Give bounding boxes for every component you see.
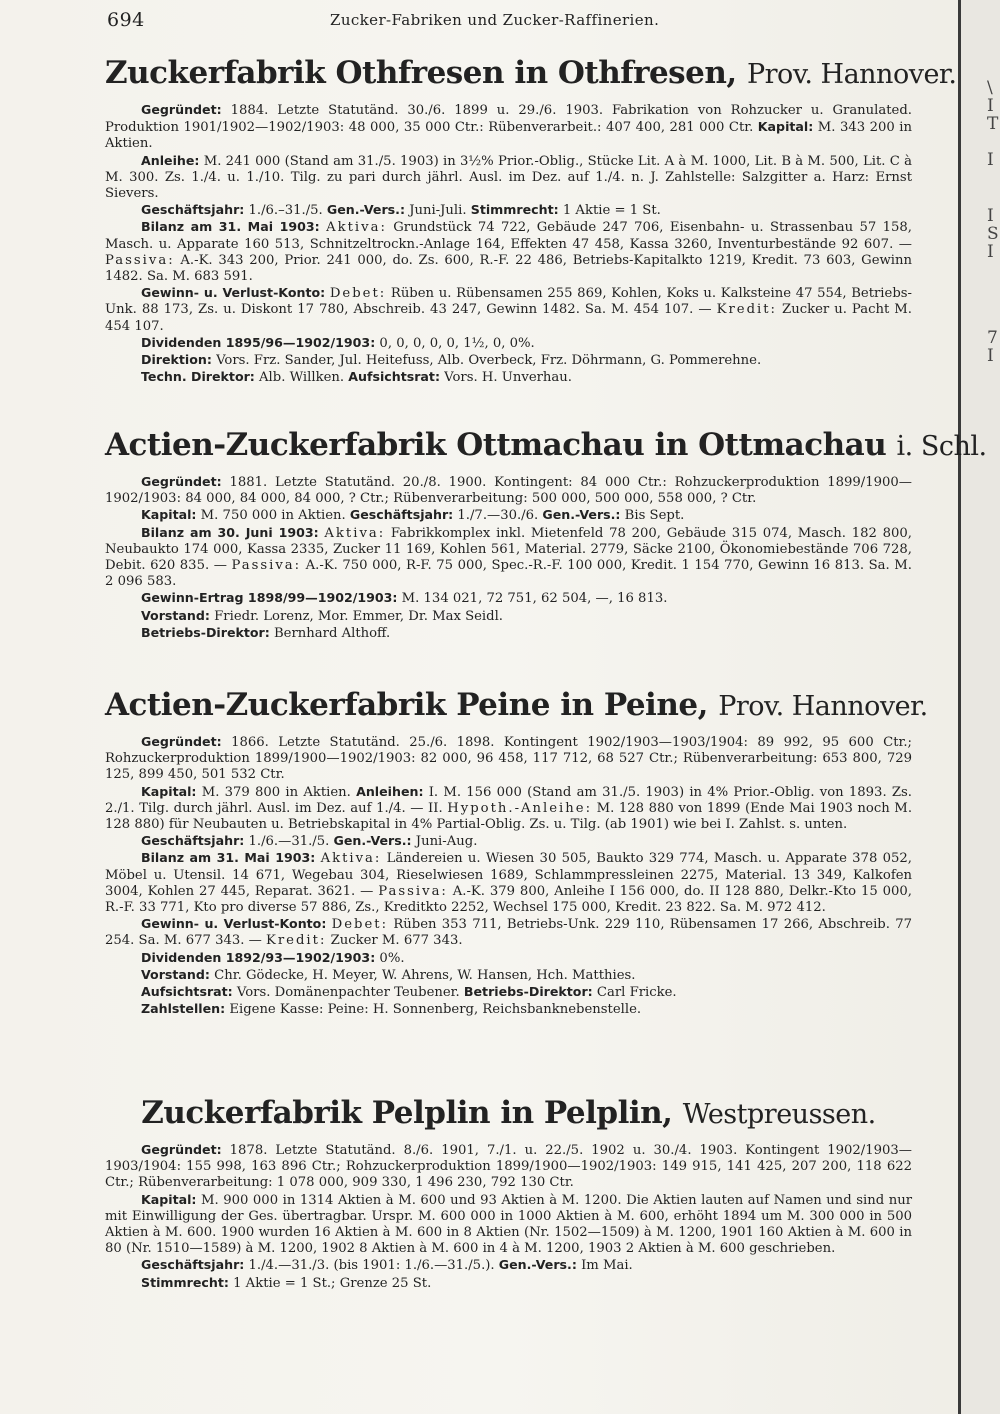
field-label: Gen.-Vers.: — [326, 202, 405, 218]
spaced-label: Debet: — [329, 286, 387, 302]
company-region: Westpreussen. — [682, 1099, 876, 1130]
company-name: Actien-Zuckerfabrik Peine in Peine, — [105, 687, 708, 723]
entry-paragraph — [105, 967, 912, 984]
field-text: M. 900 000 in 1314 Aktien à M. 600 und 93 Aktien à M. 1200. Die Aktien lauten auf Namen und sind nur mit Einwilligung der Ges. übertragbar. Urspr. M. 600 000 in 1000 Aktien à M. 600, erhöht 1894 um M. 300 000 in 500 Aktien à M. 600. 1900 wurden 16 Aktien à M. 600 in 8 Aktien (Nr. 1502—1509) à M. 1200, 1901 160 Aktien à M. 600 in 80 (Nr. 1510—1589) à M. 1200, 1902 8 Aktien à M. 600 in 4 à M. 1200, 1903 2 Aktien à M. 600 geschrieben. — [105, 1192, 912, 1257]
field-text: A.-K. 343 200, Prior. 241 000, do. Zs. 600, R.-F. 22 486, Betriebs-Kapitalkto 1219, Kredit. 73 603, Gewinn 1482. Sa. M. 683 591. — [105, 252, 912, 285]
field-text: 1878. Letzte Statutänd. 8./6. 1901, 7./1. u. 22./5. 1902 u. 30./4. 1903. Kontingent 1902/1903—1903/1904: 155 998, 163 896 Ctr.; Rohzuckerproduktion 1899/1900—1902/1903: 149 915, 141 425, 207 200, 118 622 Ctr.; Rübenverarbeitung: 1 078 000, 909 330, 1 496 230, 792 130 Ctr. — [105, 1143, 912, 1191]
field-label: Zahlstellen: — [141, 1001, 226, 1017]
field-text: Zucker M. 677 343. — [326, 933, 463, 949]
edge-glyph: I — [987, 96, 994, 116]
field-text: Rüben u. Rübensamen 255 869, Kohlen, Koks u. Kalksteine 47 554, Betriebs-Unk. 88 173, Zs. u. Diskont 17 780, Abschreib. 43 247, Gewinn 1482. Sa. M. 454 107. — — [105, 286, 912, 318]
field-text: 1866. Letzte Statutänd. 25./6. 1898. Kontingent 1902/1903—1903/1904: 89 992, 95 600 Ctr.; Rohzuckerproduktion 1899/1900—1902/1903: 82 000, 96 458, 117 712, 68 527 Ctr.; Rübenverarbeitung: 653 800, 729 125, 899 450, 501 532 Ctr. — [105, 735, 912, 783]
company-entry-ottmachau — [105, 427, 987, 642]
field-text: M. 241 000 (Stand am 31./5. 1903) in 3½% Prior.-Oblig., Stücke Lit. A à M. 1000, Lit. B à M. 500, Lit. C à M. 300. Zs. 1./4. u. 1./10. Tilg. zu pari durch jährl. Ausl. im Dez. auf 1./4. n. J. Zahlstelle: Salzgitter a. Harz: Ernst Sievers. — [105, 153, 912, 202]
spaced-label: Hypoth.-Anleihe: — [447, 800, 593, 816]
entry-paragraph — [105, 590, 912, 607]
field-label: Bilanz am 31. Mai 1903: — [141, 850, 316, 866]
edge-glyph: I — [987, 206, 994, 226]
entry-paragraph — [105, 1192, 912, 1258]
spaced-label: Passiva: — [105, 252, 175, 268]
entry-paragraph — [105, 507, 912, 524]
edge-glyph: I — [987, 150, 994, 170]
company-region: Prov. Hannover. — [718, 691, 928, 722]
field-label: Geschäftsjahr: — [141, 202, 245, 218]
field-label: Dividenden 1892/93—1902/1903: — [141, 949, 376, 965]
company-entry-peine — [105, 687, 928, 1018]
entry-paragraph — [105, 285, 912, 335]
entry-paragraph — [105, 525, 912, 591]
running-header: Zucker-Fabriken und Zucker-Raffinerien. — [330, 11, 660, 29]
company-name: Zuckerfabrik Pelplin in Pelplin, — [141, 1095, 673, 1131]
company-title — [105, 687, 928, 724]
field-text: M. 379 800 in Aktien. — [196, 784, 357, 800]
field-label: Bilanz am 31. Mai 1903: — [141, 219, 320, 235]
field-text: Juni-Juli. — [405, 203, 471, 219]
entry-body — [105, 734, 912, 1018]
field-text: I. M. 156 000 (Stand am 31./5. 1903) in 4% Prior.-Oblig. von 1893. Zs. 2./1. Tilg. durch jährl. Ausl. im Dez. auf 1./4. — II. — [105, 784, 912, 816]
field-label: Gegründet: — [141, 734, 222, 749]
entry-paragraph — [105, 202, 912, 219]
field-text: 0, 0, 0, 0, 0, 1½, 0, 0%. — [375, 335, 535, 351]
field-text: M. 134 021, 72 751, 62 504, —, 16 813. — [397, 591, 668, 607]
field-text: A.-K. 379 800, Anleihe I 156 000, do. II 128 880, Delkr.-Kto 15 000, R.-F. 33 771, Kto pro diverse 57 886, Zs., Kreditkto 2252, Wechsel 175 000, Kredit. 23 822. Sa. M. 972 412. — [105, 883, 912, 916]
spaced-label: Aktiva: — [324, 525, 386, 541]
field-label: Gen.-Vers.: — [542, 507, 621, 523]
field-label: Gewinn-Ertrag 1898/99—1902/1903: — [141, 590, 398, 606]
field-label: Gegründet: — [141, 1142, 222, 1157]
field-label: Anleihen: — [356, 783, 424, 799]
edge-glyph: \ — [987, 78, 993, 98]
field-text: Bernhard Althoff. — [269, 625, 391, 641]
edge-glyph: 7 — [987, 328, 998, 348]
entry-paragraph — [105, 608, 912, 625]
spaced-label: Passiva: — [231, 558, 302, 574]
field-label: Gen.-Vers.: — [333, 833, 412, 849]
field-text: Friedr. Lorenz, Mor. Emmer, Dr. Max Seidl. — [209, 608, 504, 624]
field-text: Carl Fricke. — [592, 985, 677, 1001]
field-label: Bilanz am 30. Juni 1903: — [141, 524, 319, 540]
company-region: Prov. Hannover. — [746, 59, 957, 90]
edge-glyph: I — [987, 346, 994, 366]
field-text: 1./6.–31./5. — [244, 203, 327, 219]
entry-paragraph — [105, 850, 912, 916]
entry-paragraph — [105, 153, 912, 203]
field-label: Vorstand: — [141, 966, 210, 982]
entry-paragraph — [105, 916, 912, 949]
field-label: Stimmrecht: — [141, 1274, 229, 1290]
entry-body — [105, 102, 912, 386]
entry-paragraph — [105, 984, 912, 1001]
entry-paragraph — [105, 1257, 912, 1274]
field-text: Im Mai. — [576, 1258, 633, 1274]
field-text: A.-K. 750 000, R-F. 75 000, Spec.-R.-F. 100 000, Kredit. 1 154 770, Gewinn 16 813. Sa. M. 2 096 583. — [105, 558, 912, 590]
field-label: Gegründet: — [141, 474, 222, 489]
field-text: Rüben 353 711, Betriebs-Unk. 229 110, Rübensamen 17 266, Abschreib. 77 254. Sa. M. 677 343. — — [105, 917, 912, 949]
field-label: Direktion: — [141, 352, 212, 368]
field-text: M. 343 200 in Aktien. — [105, 120, 913, 152]
field-label: Geschäftsjahr: — [141, 1257, 245, 1273]
entry-body — [105, 474, 912, 642]
field-label: Kapital: — [757, 119, 814, 135]
field-label: Kapital: — [141, 507, 197, 523]
field-text: 1881. Letzte Statutänd. 20./8. 1900. Kontingent: 84 000 Ctr.: Rohzuckerproduktion 1899/1900—1902/1903: 84 000, 84 000, 84 000, ? Ctr.; Rübenverarbeitung: 500 000, 500 000, 558 000, ? Ctr. — [105, 475, 912, 507]
field-label: Gen.-Vers.: — [498, 1257, 577, 1273]
entry-paragraph — [105, 1275, 912, 1292]
entry-body — [105, 1142, 912, 1292]
field-text: 1./7.—30./6. — [453, 508, 543, 524]
field-text: Ländereien u. Wiesen 30 505, Baukto 329 774, Masch. u. Apparate 378 052, Möbel u. Utensil. 14 671, Wegebau 304, Rieselwiesen 1689, Schlammpressleinen 2275, Material. 13 349, Kalkofen 3004, Kohlen 27 445, Reparat. 3621. — — [105, 851, 912, 899]
field-text: Grundstück 74 722, Gebäude 247 706, Eisenbahn- u. Strassenbau 57 158, Masch. u. Apparate 160 513, Schnitzeltrockn.-Anlage 164, Effekten 47 458, Kassa 3260, Inventurbestände 92 607. — — [105, 220, 912, 252]
page-number: 694 — [107, 9, 145, 31]
field-label: Kapital: — [141, 783, 197, 799]
field-text: Juni-Aug. — [411, 834, 478, 850]
spaced-label: Passiva: — [378, 883, 448, 899]
field-text: Vors. Frz. Sander, Jul. Heitefuss, Alb. Overbeck, Frz. Döhrmann, G. Pommerehne. — [211, 353, 762, 369]
field-label: Gegründet: — [141, 102, 222, 117]
edge-glyph: I — [987, 242, 994, 262]
field-label: Anleihe: — [141, 152, 200, 168]
field-label: Kapital: — [141, 1191, 197, 1207]
spaced-label: Kredit: — [716, 302, 777, 318]
entry-paragraph — [105, 102, 912, 153]
field-text: 0%. — [375, 950, 405, 966]
spaced-label: Debet: — [331, 917, 389, 933]
field-text: Vors. Domänenpachter Teubener. — [232, 985, 464, 1001]
field-label: Betriebs-Direktor: — [463, 984, 593, 1000]
field-text: Vors. H. Unverhau. — [439, 370, 572, 386]
entry-paragraph — [105, 1001, 912, 1018]
field-text: 1884. Letzte Statutänd. 30./6. 1899 u. 29./6. 1903. Fabrikation von Rohzucker u. Granulated. Produktion 1901/1902—1902/1903: 48 000, 35 000 Ctr.: Rübenverarbeit.: 407 400, 281 000 Ctr. — [105, 103, 912, 136]
company-title — [105, 1096, 912, 1132]
field-label: Gewinn- u. Verlust-Konto: — [141, 285, 326, 301]
company-title — [105, 55, 957, 92]
field-text: 1 Aktie = 1 St.; Grenze 25 St. — [228, 1275, 432, 1291]
entry-paragraph — [105, 369, 912, 386]
field-text: 1./6.—31./5. — [244, 834, 334, 850]
field-text: Eigene Kasse: Peine: H. Sonnenberg, Reichsbanknebenstelle. — [225, 1002, 642, 1018]
field-label: Aufsichtsrat: — [348, 369, 440, 385]
entry-paragraph — [105, 335, 912, 352]
spaced-label: Aktiva: — [326, 220, 387, 236]
field-text: 1 Aktie = 1 St. — [558, 203, 661, 219]
entry-paragraph — [105, 219, 912, 285]
field-text: Zucker u. Pacht M. 454 107. — [105, 302, 912, 334]
field-text: M. 750 000 in Aktien. — [196, 508, 350, 524]
spaced-label: Kredit: — [266, 933, 327, 949]
company-name: Actien-Zuckerfabrik Ottmachau in Ottmachau — [105, 427, 887, 463]
entry-paragraph — [105, 1142, 912, 1192]
field-label: Betriebs-Direktor: — [141, 624, 270, 640]
field-text: Fabrikkomplex inkl. Mietenfeld 78 200, Gebäude 315 074, Masch. 182 800, Neubaukto 174 000, Kassa 2335, Zucker 11 169, Kohlen 561, Material. 2779, Säcke 2100, Ökonomiebestände 706 728, Debit. 620 835. — — [105, 525, 912, 574]
adjacent-page-strip — [961, 0, 1000, 1414]
company-entry-othfresen — [105, 55, 957, 386]
entry-paragraph — [105, 833, 912, 850]
field-label: Aufsichtsrat: — [141, 984, 233, 1000]
field-label: Gewinn- u. Verlust-Konto: — [141, 916, 327, 932]
field-text: 1./4.—31./3. (bis 1901: 1./6.—31./5.). — [244, 1258, 499, 1274]
company-name: Zuckerfabrik Othfresen in Othfresen, — [105, 55, 737, 91]
entry-paragraph — [105, 784, 912, 834]
field-label: Dividenden 1895/96—1902/1903: — [141, 334, 376, 350]
company-region: i. Schl. — [896, 431, 987, 462]
field-label: Geschäftsjahr: — [141, 833, 245, 849]
field-label: Stimmrecht: — [470, 202, 559, 218]
entry-paragraph — [105, 950, 912, 967]
field-label: Vorstand: — [141, 607, 210, 623]
company-title — [105, 427, 987, 464]
field-text: Chr. Gödecke, H. Meyer, W. Ahrens, W. Hansen, Hch. Matthies. — [209, 967, 636, 983]
entry-paragraph — [105, 352, 912, 369]
field-text: M. 128 880 von 1899 (Ende Mai 1903 noch M. 128 880) für Neubauten u. Betriebskapital in 4% Partial-Oblig. Zs. u. Tilg. (ab 1901) wie bei I. Zahlst. s. unten. — [105, 800, 913, 833]
entry-paragraph — [105, 474, 912, 507]
company-entry-pelplin — [105, 1096, 912, 1292]
spaced-label: Aktiva: — [320, 851, 382, 867]
field-label: Geschäftsjahr: — [349, 507, 454, 523]
field-label: Techn. Direktor: — [141, 369, 255, 385]
entry-paragraph — [105, 625, 912, 642]
field-text: Alb. Willken. — [254, 370, 349, 386]
edge-glyph: T — [987, 114, 999, 134]
entry-paragraph — [105, 734, 912, 784]
edge-glyph: S — [987, 224, 999, 244]
field-text: Bis Sept. — [620, 508, 685, 524]
